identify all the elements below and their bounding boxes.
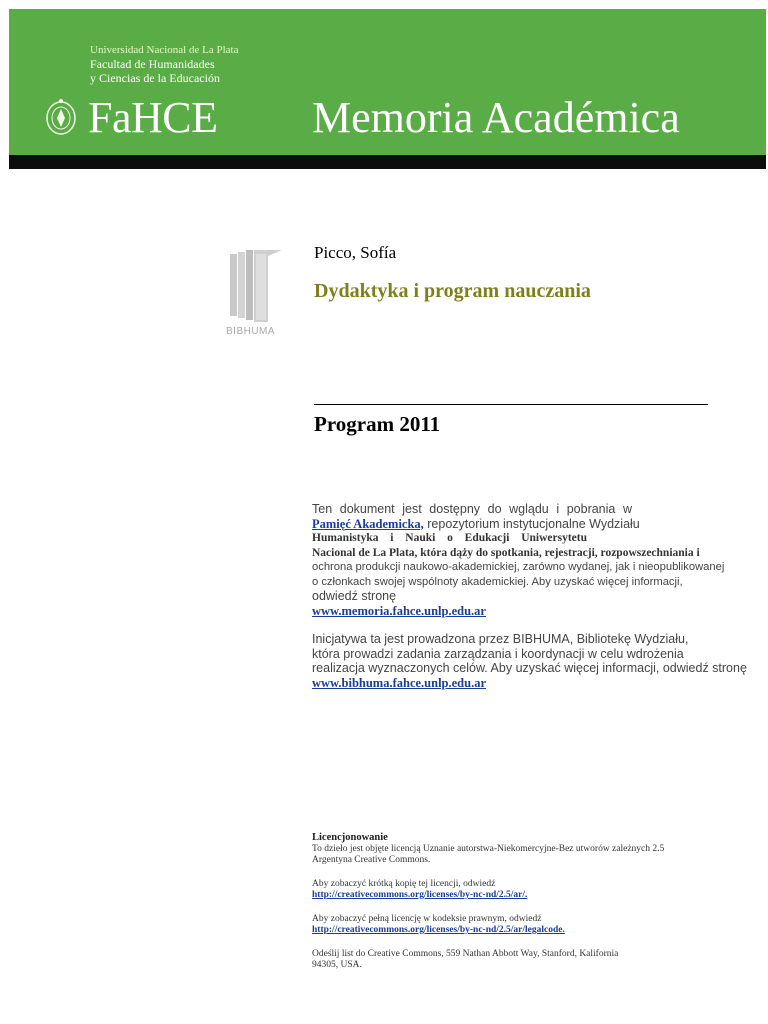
license-line: Aby zobaczyć krótką kopię tej licencji, odwiedź — [312, 878, 496, 889]
notice-line: która prowadzi zadania zarządzania i koordynacji w celu wdrożenia — [312, 646, 684, 661]
bibhuma-logo-label: BIBHUMA — [226, 326, 276, 337]
document-title: Dydaktyka i program nauczania — [314, 280, 591, 302]
fahce-logo-text: FaHCE — [88, 93, 218, 142]
license-full-link[interactable]: http://creativecommons.org/licenses/by-nc-nd/2.5/ar/legalcode. — [312, 925, 565, 935]
notice-line: odwiedź stronę — [312, 589, 397, 603]
notice-line: Nacional de La Plata, która dąży do spotkania, rejestracji, rozpowszechniania i — [312, 546, 700, 559]
bibhuma-notice — [312, 632, 747, 690]
document-author: Picco, Sofía — [314, 243, 397, 262]
notice-line: realizacja wyznaczonych celów. Aby uzyskać więcej informacji, odwiedź stronę — [312, 661, 747, 675]
faculty-name-line2: y Ciencias de la Educación — [90, 71, 220, 85]
document-subtitle: Program 2011 — [314, 412, 441, 436]
notice-line: o członkach swojej wspólnoty akademickiej. Aby uzyskać więcej informacji, — [312, 575, 683, 588]
notice-line — [312, 517, 742, 532]
license-heading: Licencjonowanie — [312, 832, 388, 843]
repository-link[interactable]: Pamięć Akademicka, — [312, 516, 424, 531]
license-line: Aby zobaczyć pełną licencję w kodeksie prawnym, odwiedź — [312, 913, 542, 924]
notice-line: Inicjatywa ta jest prowadzona przez BIBHUMA, Bibliotekę Wydziału, — [312, 632, 689, 646]
title-separator — [314, 404, 708, 405]
notice-line: Ten dokument jest dostępny do wglądu i pobrania w — [312, 502, 632, 516]
header-divider — [9, 155, 766, 169]
notice-line-rest: repozytorium instytucjonalne Wydziału — [423, 516, 640, 531]
license-line: Argentyna Creative Commons. — [312, 855, 431, 865]
notice-line: ochrona produkcji naukowo-akademickiej, zarówno wydanej, jak i nieopublikowanej — [312, 561, 725, 573]
license-address: 94305, USA. — [312, 960, 362, 970]
repository-title: Memoria Académica — [312, 93, 680, 142]
bibhuma-logo-icon — [224, 248, 290, 340]
license-short-link[interactable]: http://creativecommons.org/licenses/by-nc-nd/2.5/ar/. — [312, 890, 528, 900]
university-name: Universidad Nacional de La Plata — [90, 44, 239, 56]
bibhuma-url-link[interactable]: www.bibhuma.fahce.unlp.edu.ar — [312, 675, 486, 690]
notice-line: Humanistyka i Nauki o Edukacji Uniwersytetu — [312, 532, 587, 544]
university-seal-icon — [44, 98, 78, 136]
repository-notice — [312, 502, 742, 618]
license-section — [312, 832, 692, 972]
faculty-name-line1: Facultad de Humanidades — [90, 57, 215, 71]
memoria-url-link[interactable]: www.memoria.fahce.unlp.edu.ar — [312, 603, 486, 618]
license-address: Odeślij list do Creative Commons, 559 Nathan Abbott Way, Stanford, Kalifornia — [312, 948, 619, 959]
license-line: To dzieło jest objęte licencją Uznanie autorstwa-Niekomercyjne-Bez utworów zależnych 2.5 — [312, 843, 665, 854]
